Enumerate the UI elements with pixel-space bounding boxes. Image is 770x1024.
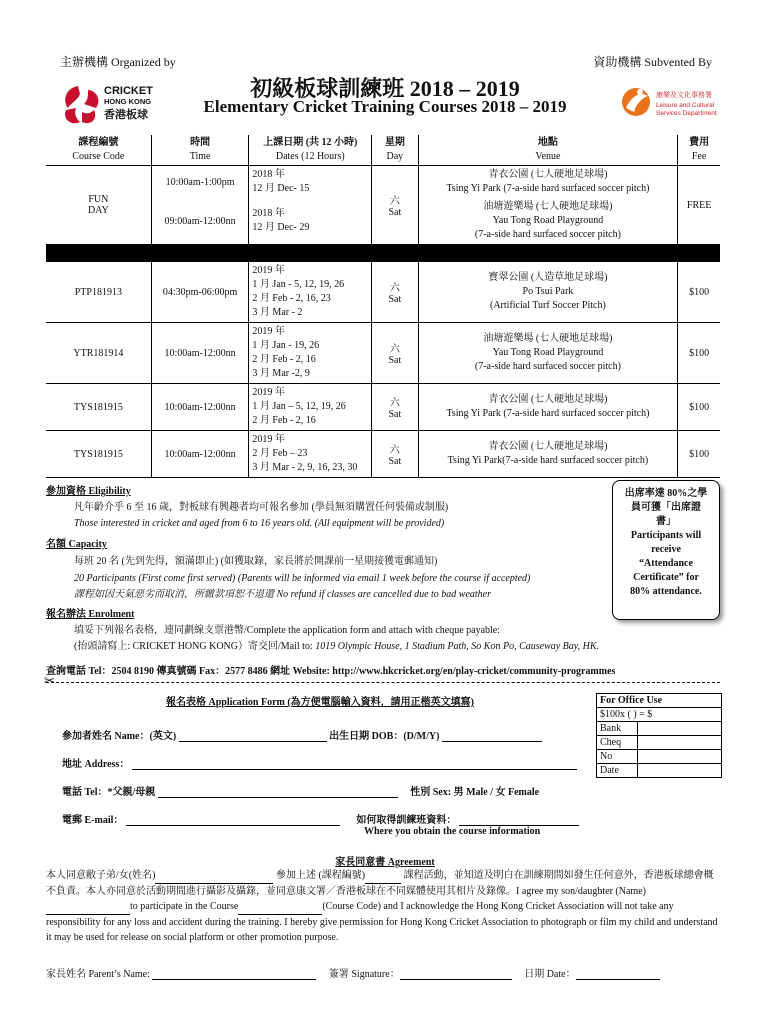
course-code-field[interactable] xyxy=(365,873,401,884)
course-time: 10:00am-12:00nn xyxy=(151,431,249,478)
table-divider-bar xyxy=(46,245,720,262)
lcsd-emblem-icon xyxy=(622,88,650,116)
course-dates: 2019 年 1 月 Jan – 5, 12, 19, 26 2 月 Feb - 2, 16 xyxy=(249,384,372,431)
capacity-en: 20 Participants (First come first served) (Parents will be informed via email 1 week before the course if accepted) xyxy=(74,573,531,584)
office-no-row: No xyxy=(597,749,721,763)
course-code: YTR181914 xyxy=(46,323,151,384)
agreement-text: 本人同意敝子弟/女(姓名) 參加上述 (課程編號) 課程活動，並知道及明白在訓練期間如發生任何意外，香港板球總會概不負責。本人亦同意於活動期間進行攝影及攝錄，並同意康文署／香港板球在不同媒體使用其相片及錄像。I agree my son/daughter (Name)to participate in the Course (Course Code) and I acknowledge the Hong Kong Cricket Association will not take any responsibility for any loss and accident during the training. I hereby give permission for Hong Kong Cricket Association to photograph or film my child and understand it may be used for release on social platform or other promotion purpose. xyxy=(46,870,718,943)
office-bank-row: Bank xyxy=(597,721,721,735)
fun-day-code: FUN DAY xyxy=(46,166,151,245)
lcsd-text-en2: Services Department xyxy=(656,110,717,117)
eligibility-en: Those interested in cricket and aged from 6 to 16 years old. (All equipment will be provided) xyxy=(74,518,445,529)
enrolment-heading: 報名辦法 Enrolment xyxy=(46,609,135,620)
address-field-row xyxy=(62,755,577,770)
signature-row xyxy=(46,965,660,980)
header-dates: 上課日期 (共 12 小時) Dates (12 Hours) xyxy=(249,135,372,166)
address-field[interactable] xyxy=(132,759,577,770)
dob-field[interactable] xyxy=(442,731,542,742)
course-fee: $100 xyxy=(678,323,720,384)
agreement-heading: 家長同意書 Agreement xyxy=(335,857,435,868)
capacity-section xyxy=(46,537,606,603)
contact-line: 查詢電話 Tel：2504 8190 傳真號碼 Fax：2577 8486 網址 Website: http://www.hkcricket.org/en/play-cricket/community-programmes xyxy=(46,666,616,677)
office-use-title: For Office Use xyxy=(600,695,663,706)
eligibility-heading: 參加資格 Eligibility xyxy=(46,486,131,497)
scissors-icon: ✂ xyxy=(44,674,55,689)
source-label: 如何取得訓練班資料： xyxy=(356,815,457,826)
course-fee: $100 xyxy=(678,384,720,431)
logo-text-zh: 香港板球 xyxy=(104,108,148,121)
course-code: TYS181915 xyxy=(46,384,151,431)
course-dates: 2019 年 1 月 Jan - 5, 12, 19, 26 2 月 Feb - 2, 16, 23 3 月 Mar - 2 xyxy=(249,262,372,323)
fun-time-2: 09:00am-12:00nn xyxy=(151,198,249,245)
address-label: 地址 Address： xyxy=(62,759,130,770)
header-day: 星期 Day xyxy=(372,135,418,166)
course-day: 六 Sat xyxy=(372,384,418,431)
tel-label: 電話 Tel：*父親/母親 xyxy=(62,787,156,798)
lcsd-text-en1: Leisure and Cultural xyxy=(656,102,715,109)
table-row-fun-day-1 xyxy=(46,166,720,199)
lcsd-text-zh: 康樂及文化事務署 xyxy=(656,91,712,99)
organized-by-label: 主辦機構 Organized by xyxy=(60,55,176,69)
course-day: 六 Sat xyxy=(372,323,418,384)
table-row xyxy=(46,323,720,384)
header-venue: 地點 Venue xyxy=(418,135,678,166)
office-cheq-row: Cheq xyxy=(597,735,721,749)
header-course-code: 課程編號 Course Code xyxy=(46,135,151,166)
course-fee: $100 xyxy=(678,431,720,478)
course-dates: 2019 年 1 月 Jan - 19, 26 2 月 Feb - 2, 16 3 月 Mar -2, 9 xyxy=(249,323,372,384)
logo-text-hongkong: HONG KONG xyxy=(104,97,152,106)
course-schedule-table xyxy=(46,135,720,478)
date-field[interactable] xyxy=(576,969,660,980)
title-chinese: 初級板球訓練班 2018 – 2019 xyxy=(250,76,520,101)
child-name-field[interactable] xyxy=(155,873,273,884)
course-code: PTP181913 xyxy=(46,262,151,323)
course-day: 六 Sat xyxy=(372,262,418,323)
refund-note: 課程如因天氣惡劣而取消，所繳款項恕不退還 No refund if classes are cancelled due to bad weather xyxy=(74,589,491,600)
subvented-by-label: 資助機構 Subvented By xyxy=(593,55,712,69)
application-form-title: 報名表格 Application Form (為方便電腦輸入資料，請用正楷英文填寫) xyxy=(165,697,475,708)
header-time: 時間 Time xyxy=(151,135,249,166)
cricket-hong-kong-logo xyxy=(58,80,168,126)
name-field-row xyxy=(62,727,542,742)
table-row xyxy=(46,384,720,431)
fun-time-1: 10:00am-1:00pm xyxy=(151,166,249,199)
fun-fee: FREE xyxy=(678,166,720,245)
course-time: 04:30pm-06:00pm xyxy=(151,262,249,323)
cut-line xyxy=(46,682,720,683)
enrolment-line2: (抬頭請寫上: CRICKET HONG KONG）寄交回/Mail to: 1019 Olympic House, 1 Stadium Path, So Kon Po, Causeway Bay, HK. xyxy=(74,641,600,652)
fun-venue-1: 青衣公園 (七人硬地足球場) Tsing Yi Park (7-a-side hard surfaced soccer pitch) xyxy=(418,166,678,199)
course-dates: 2019 年 2 月 Feb – 23 3 月 Mar - 2, 9, 16, 23, 30 xyxy=(249,431,372,478)
fun-dates-2: 2018 年 12 月 Dec- 29 xyxy=(249,198,372,245)
course-venue: 寶翠公園 (人造草地足球場) Po Tsui Park (Artificial Turf Soccer Pitch) xyxy=(418,262,678,323)
eligibility-zh: 凡年齡介乎 6 至 16 歲，對板球有興趣者均可報名參加 (學員無須購置任何裝備或制服) xyxy=(74,502,449,513)
office-fee-row: $100x ( ) = $ xyxy=(597,707,721,721)
logo-text-cricket: CRICKET xyxy=(104,85,153,97)
table-header-row xyxy=(46,135,720,166)
signature-field[interactable] xyxy=(400,969,512,980)
enrolment-line1: 填妥下列報名表格，連同劃線支票港幣/Complete the application form and attach with cheque payable: xyxy=(74,625,501,636)
title-english: Elementary Cricket Training Courses 2018 – 2019 xyxy=(203,97,567,116)
course-day: 六 Sat xyxy=(372,431,418,478)
office-date-row: Date xyxy=(597,763,721,777)
table-row xyxy=(46,262,720,323)
header-fee: 費用 Fee xyxy=(689,137,710,162)
course-time: 10:00am-12:00nn xyxy=(151,384,249,431)
office-use-box xyxy=(596,693,722,778)
parent-name-field[interactable] xyxy=(152,969,316,980)
name-field[interactable] xyxy=(179,731,327,742)
attendance-certificate-callout: 出席率達 80%之學 員可獲「出席證 書」 Participants will receive “Attendance Certificate” for 80% attendance. xyxy=(612,480,720,620)
sex-label[interactable]: 性別 Sex: 男 Male / 女 Female xyxy=(410,787,540,798)
capacity-zh: 每班 20 名 (先到先得，額滿即止) (如獲取錄，家長將於開課前一星期接獲電郵通知) xyxy=(74,556,438,567)
course-time: 10:00am-12:00nn xyxy=(151,323,249,384)
course-venue: 油塘遊樂場 (七人硬地足球場) Yau Tong Road Playground (7-a-side hard surfaced soccer pitch) xyxy=(418,323,678,384)
source-label-en: Where you obtain the course information xyxy=(364,826,541,837)
lcsd-logo xyxy=(620,80,730,126)
course-field[interactable] xyxy=(238,904,322,915)
course-code: TYS181915 xyxy=(46,431,151,478)
tel-field[interactable] xyxy=(158,787,398,798)
date-label: 日期 Date： xyxy=(524,969,576,980)
email-field[interactable] xyxy=(126,815,340,826)
fun-venue-2: 油塘遊樂場 (七人硬地足球場) Yau Tong Road Playground (7-a-side hard surfaced soccer pitch) xyxy=(418,198,678,245)
signature-label: 簽署 Signature： xyxy=(328,969,400,980)
dob-label: 出生日期 DOB：(D/M/Y) xyxy=(329,731,440,742)
capacity-heading: 名額 Capacity xyxy=(46,539,107,550)
tel-field-row xyxy=(62,783,539,798)
course-venue: 青衣公園 (七人硬地足球場) Tsing Yi Park (7-a-side hard surfaced soccer pitch) xyxy=(418,384,678,431)
child-name-en-field[interactable] xyxy=(46,904,130,915)
name-label: 參加者姓名 Name：(英文) xyxy=(62,731,177,742)
parent-name-label: 家長姓名 Parent’s Name: xyxy=(46,969,153,980)
source-field[interactable] xyxy=(459,815,579,826)
fun-dates-1: 2018 年 12 月 Dec- 15 xyxy=(249,166,372,199)
email-label: 電郵 E-mail： xyxy=(62,815,124,826)
bauhinia-icon xyxy=(65,86,98,123)
email-field-row xyxy=(62,811,579,826)
eligibility-section xyxy=(46,484,606,532)
course-fee: $100 xyxy=(678,262,720,323)
course-venue: 青衣公園 (七人硬地足球場) Tsing Yi Park(7-a-side hard surfaced soccer pitch) xyxy=(418,431,678,478)
enrolment-section xyxy=(46,607,726,655)
table-row xyxy=(46,431,720,478)
fun-day: 六 Sat xyxy=(372,166,418,245)
